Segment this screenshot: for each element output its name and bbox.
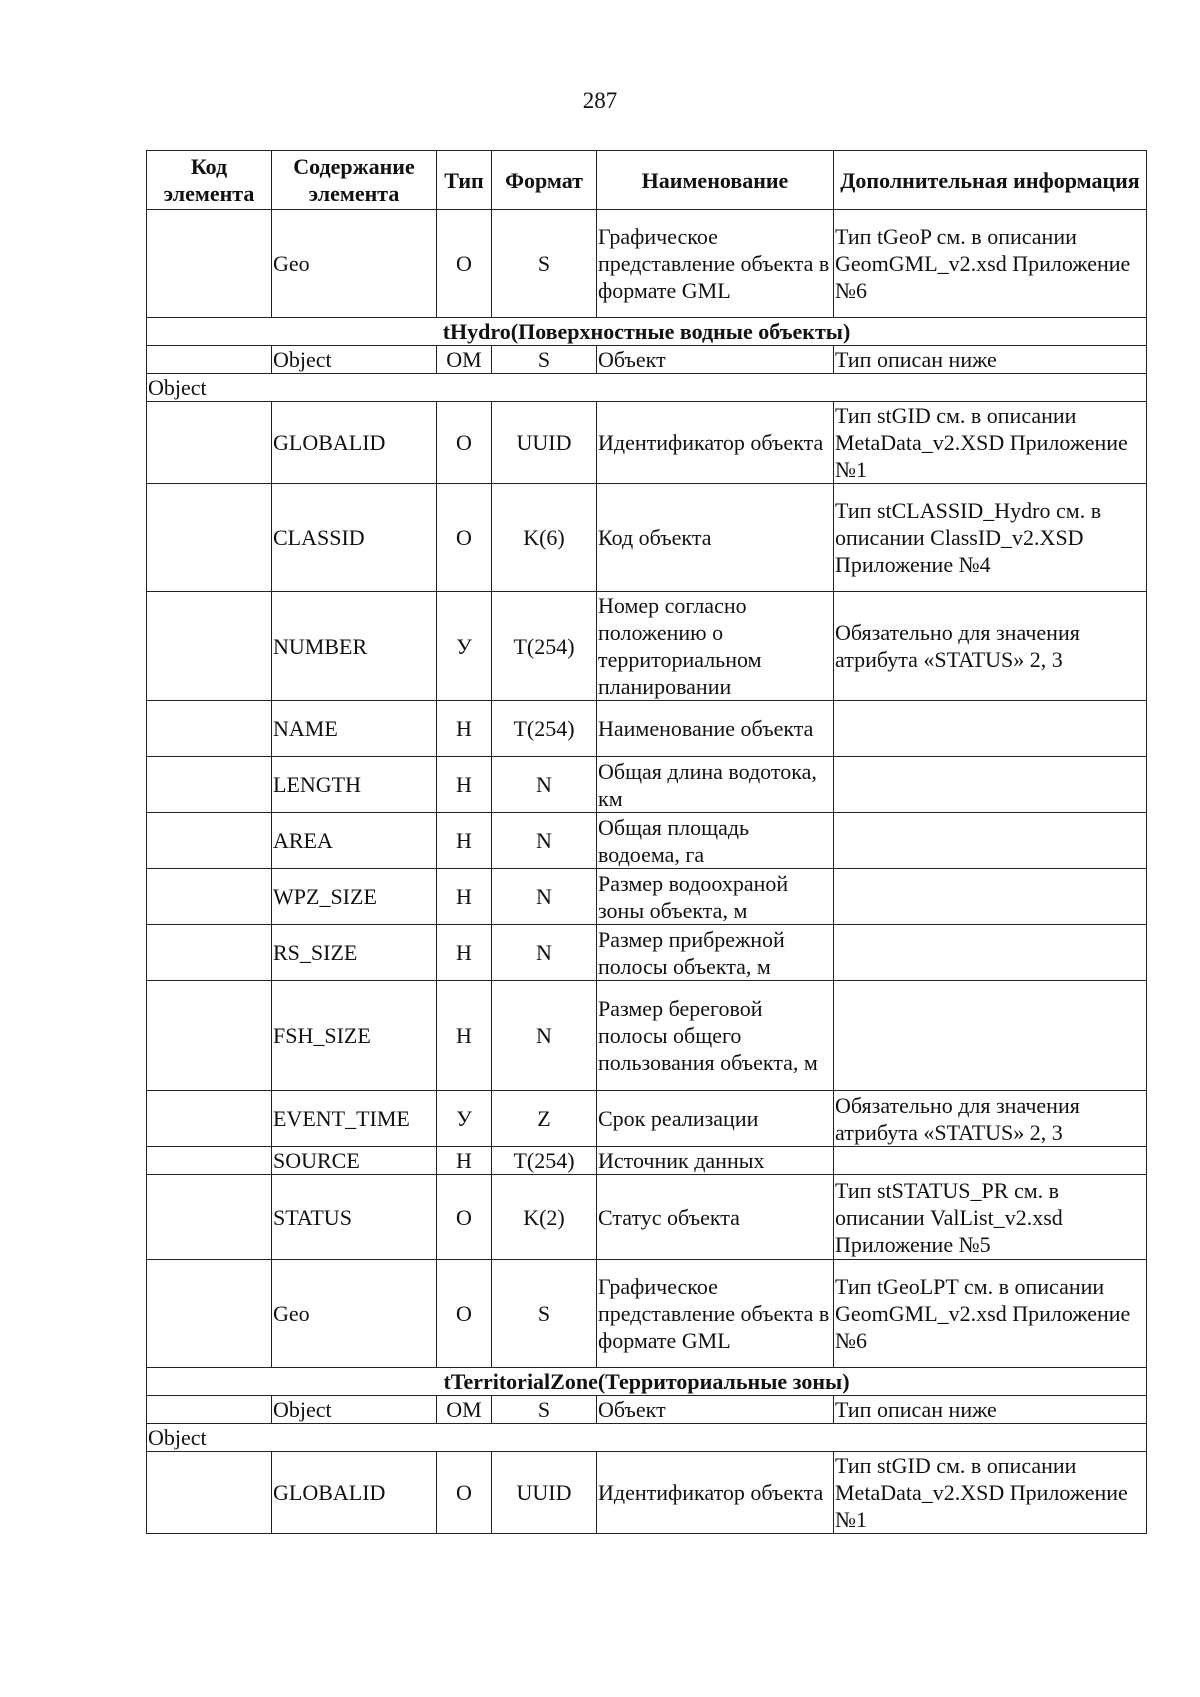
- cell-format: N: [492, 981, 597, 1091]
- cell-format: Z: [492, 1091, 597, 1147]
- cell-format: K(6): [492, 484, 597, 592]
- section-header-row: [147, 1368, 1147, 1396]
- header-name: Наименование: [597, 151, 834, 210]
- cell-type: ОМ: [437, 346, 492, 374]
- header-format: Формат: [492, 151, 597, 210]
- cell-format: UUID: [492, 1452, 597, 1534]
- cell-info: [834, 869, 1147, 925]
- cell-name: Срок реализации: [597, 1091, 834, 1147]
- header-info: Дополнительная информация: [834, 151, 1147, 210]
- cell-code: [147, 210, 272, 318]
- cell-type: Н: [437, 1147, 492, 1175]
- table-row: [147, 484, 1147, 592]
- table-row: [147, 1091, 1147, 1147]
- cell-name: Объект: [597, 346, 834, 374]
- cell-name: Размер береговой полосы общего пользования объекта, м: [597, 981, 834, 1091]
- cell-info: Тип stGID см. в описании MetaData_v2.XSD Приложение №1: [834, 402, 1147, 484]
- cell-type: О: [437, 1452, 492, 1534]
- object-label: Object: [147, 374, 1147, 402]
- table-row: [147, 1147, 1147, 1175]
- cell-code: [147, 402, 272, 484]
- cell-code: [147, 701, 272, 757]
- cell-name: Статус объекта: [597, 1175, 834, 1260]
- cell-format: T(254): [492, 701, 597, 757]
- table-row: [147, 869, 1147, 925]
- cell-format: N: [492, 925, 597, 981]
- table-row: [147, 592, 1147, 701]
- cell-type: Н: [437, 869, 492, 925]
- table-row: [147, 1175, 1147, 1260]
- cell-type: О: [437, 1175, 492, 1260]
- cell-type: Н: [437, 701, 492, 757]
- cell-format: N: [492, 757, 597, 813]
- cell-info: Обязательно для значения атрибута «STATUS» 2, 3: [834, 592, 1147, 701]
- cell-format: S: [492, 1260, 597, 1368]
- cell-name: Идентификатор объекта: [597, 402, 834, 484]
- cell-name: Графическое представление объекта в формате GML: [597, 1260, 834, 1368]
- cell-type: О: [437, 402, 492, 484]
- cell-code: [147, 981, 272, 1091]
- cell-type: О: [437, 210, 492, 318]
- cell-name: Номер согласно положению о территориальном планировании: [597, 592, 834, 701]
- cell-type: ОМ: [437, 1396, 492, 1424]
- cell-code: [147, 813, 272, 869]
- cell-content: AREA: [272, 813, 437, 869]
- cell-content: SOURCE: [272, 1147, 437, 1175]
- cell-info: Тип tGeoLPT см. в описании GeomGML_v2.xsd Приложение №6: [834, 1260, 1147, 1368]
- cell-content: EVENT_TIME: [272, 1091, 437, 1147]
- cell-code: [147, 484, 272, 592]
- cell-content: Geo: [272, 1260, 437, 1368]
- cell-format: N: [492, 813, 597, 869]
- cell-content: LENGTH: [272, 757, 437, 813]
- cell-content: STATUS: [272, 1175, 437, 1260]
- cell-format: S: [492, 1396, 597, 1424]
- header-type: Тип: [437, 151, 492, 210]
- table-row: [147, 1260, 1147, 1368]
- cell-code: [147, 869, 272, 925]
- cell-info: [834, 981, 1147, 1091]
- section-title: tHydro(Поверхностные водные объекты): [147, 318, 1147, 346]
- cell-name: Наименование объекта: [597, 701, 834, 757]
- cell-content: WPZ_SIZE: [272, 869, 437, 925]
- cell-info: Тип описан ниже: [834, 346, 1147, 374]
- cell-type: О: [437, 1260, 492, 1368]
- cell-content: GLOBALID: [272, 402, 437, 484]
- cell-type: О: [437, 484, 492, 592]
- cell-code: [147, 1147, 272, 1175]
- cell-format: K(2): [492, 1175, 597, 1260]
- cell-format: T(254): [492, 1147, 597, 1175]
- cell-content: CLASSID: [272, 484, 437, 592]
- cell-format: UUID: [492, 402, 597, 484]
- cell-info: [834, 1147, 1147, 1175]
- element-spec-table: [146, 150, 1147, 1534]
- table-row: [147, 1396, 1147, 1424]
- cell-content: FSH_SIZE: [272, 981, 437, 1091]
- table-row: [147, 925, 1147, 981]
- cell-code: [147, 925, 272, 981]
- cell-format: N: [492, 869, 597, 925]
- table-row: [147, 210, 1147, 318]
- cell-content: RS_SIZE: [272, 925, 437, 981]
- cell-info: Тип stCLASSID_Hydro см. в описании ClassID_v2.XSD Приложение №4: [834, 484, 1147, 592]
- cell-info: [834, 925, 1147, 981]
- table-row: [147, 402, 1147, 484]
- cell-code: [147, 757, 272, 813]
- cell-info: [834, 813, 1147, 869]
- cell-info: Тип tGeoP см. в описании GeomGML_v2.xsd Приложение №6: [834, 210, 1147, 318]
- header-code: Код элемента: [147, 151, 272, 210]
- cell-format: S: [492, 210, 597, 318]
- cell-type: Н: [437, 981, 492, 1091]
- object-label-row: [147, 1424, 1147, 1452]
- cell-code: [147, 1175, 272, 1260]
- cell-name: Общая длина водотока, км: [597, 757, 834, 813]
- cell-code: [147, 1260, 272, 1368]
- cell-format: S: [492, 346, 597, 374]
- cell-type: У: [437, 592, 492, 701]
- cell-code: [147, 346, 272, 374]
- table-row: [147, 346, 1147, 374]
- cell-content: NAME: [272, 701, 437, 757]
- cell-content: Geo: [272, 210, 437, 318]
- cell-code: [147, 1452, 272, 1534]
- cell-name: Идентификатор объекта: [597, 1452, 834, 1534]
- cell-name: Код объекта: [597, 484, 834, 592]
- cell-type: Н: [437, 813, 492, 869]
- section-title: tTerritorialZone(Территориальные зоны): [147, 1368, 1147, 1396]
- cell-format: T(254): [492, 592, 597, 701]
- table-row: [147, 701, 1147, 757]
- cell-type: Н: [437, 925, 492, 981]
- cell-code: [147, 1396, 272, 1424]
- cell-info: Тип stGID см. в описании MetaData_v2.XSD Приложение №1: [834, 1452, 1147, 1534]
- table-header-row: [147, 151, 1147, 210]
- cell-name: Объект: [597, 1396, 834, 1424]
- cell-type: Н: [437, 757, 492, 813]
- cell-type: У: [437, 1091, 492, 1147]
- table-row: [147, 1452, 1147, 1534]
- cell-content: Object: [272, 346, 437, 374]
- table-row: [147, 757, 1147, 813]
- cell-info: [834, 701, 1147, 757]
- cell-name: Графическое представление объекта в формате GML: [597, 210, 834, 318]
- table-row: [147, 981, 1147, 1091]
- cell-content: Object: [272, 1396, 437, 1424]
- cell-name: Общая площадь водоема, га: [597, 813, 834, 869]
- table-row: [147, 813, 1147, 869]
- cell-code: [147, 1091, 272, 1147]
- object-label-row: [147, 374, 1147, 402]
- cell-info: Тип stSTATUS_PR см. в описании ValList_v2.xsd Приложение №5: [834, 1175, 1147, 1260]
- cell-name: Размер водоохраной зоны объекта, м: [597, 869, 834, 925]
- cell-info: Тип описан ниже: [834, 1396, 1147, 1424]
- cell-name: Размер прибрежной полосы объекта, м: [597, 925, 834, 981]
- cell-content: GLOBALID: [272, 1452, 437, 1534]
- section-header-row: [147, 318, 1147, 346]
- cell-content: NUMBER: [272, 592, 437, 701]
- object-label: Object: [147, 1424, 1147, 1452]
- page-number: 287: [582, 88, 618, 113]
- cell-code: [147, 592, 272, 701]
- cell-name: Источник данных: [597, 1147, 834, 1175]
- table-body: [147, 210, 1147, 1534]
- cell-info: [834, 757, 1147, 813]
- cell-info: Обязательно для значения атрибута «STATUS» 2, 3: [834, 1091, 1147, 1147]
- header-content: Содержание элемента: [272, 151, 437, 210]
